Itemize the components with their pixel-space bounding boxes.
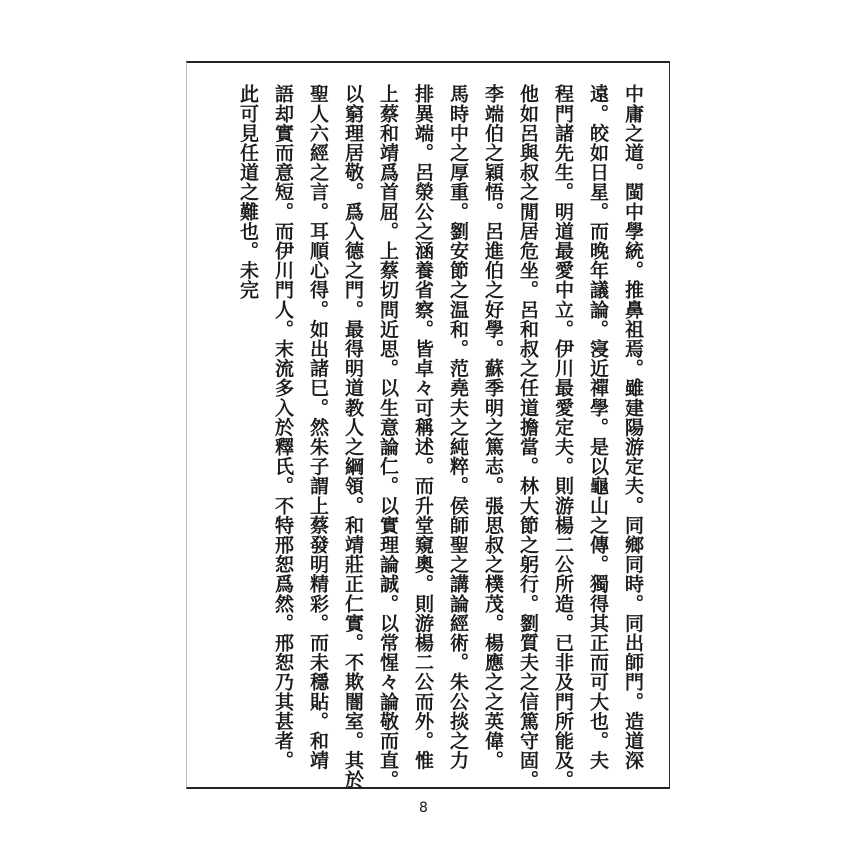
text-column-1: 中庸之道。閩中學統。推鼻祖焉。雖建陽游定夫。同鄉同時。同出師門。造道深	[622, 84, 644, 770]
text-column-9: 以窮理居敬。爲入德之門。最得明道教人之綱領。和靖莊正仁實。不欺闇室。其於	[342, 84, 364, 790]
text-column-3: 程門諸先生。明道最愛中立。伊川最愛定夫。則游楊二公所造。已非及門所能及。	[552, 84, 574, 790]
text-column-10: 聖人六經之言。耳順心得。如出諸巳。然朱子謂上蔡發明精彩。而未穩貼。和靖	[307, 84, 329, 770]
text-column-4: 他如呂與叔之閒居危坐。呂和叔之任道擔當。林大節之躬行。劉質夫之信篤守固。	[517, 84, 539, 790]
vertical-text-body	[230, 84, 650, 790]
text-column-12: 此可見任道之難也。未完	[237, 84, 259, 300]
text-column-6: 馬時中之厚重。劉安節之温和。范堯夫之純粹。侯師聖之講論經術。朱公掞之力	[447, 84, 469, 770]
text-column-7: 排異端。呂滎公之涵養省察。皆卓々可稱述。而升堂窺奧。則游楊二公而外。惟	[412, 84, 434, 770]
text-column-5: 李端伯之穎悟。呂進伯之好學。蘇季明之篤志。張思叔之樸茂。楊應之之英偉。	[482, 84, 504, 770]
text-column-11: 語却實而意短。而伊川門人。末流多入於釋氏。不特邢恕爲然。邢恕乃其甚者。	[272, 84, 294, 770]
text-column-8: 上蔡和靖爲首屈。上蔡切問近思。以生意論仁。以實理論誠。以常惺々論敬而直。	[377, 84, 399, 790]
text-column-2: 遠。皎如日星。而晚年議論。寖近禪學。是以龜山之傳。獨得其正而可大也。夫	[587, 84, 609, 770]
page-number: 8	[419, 800, 428, 816]
